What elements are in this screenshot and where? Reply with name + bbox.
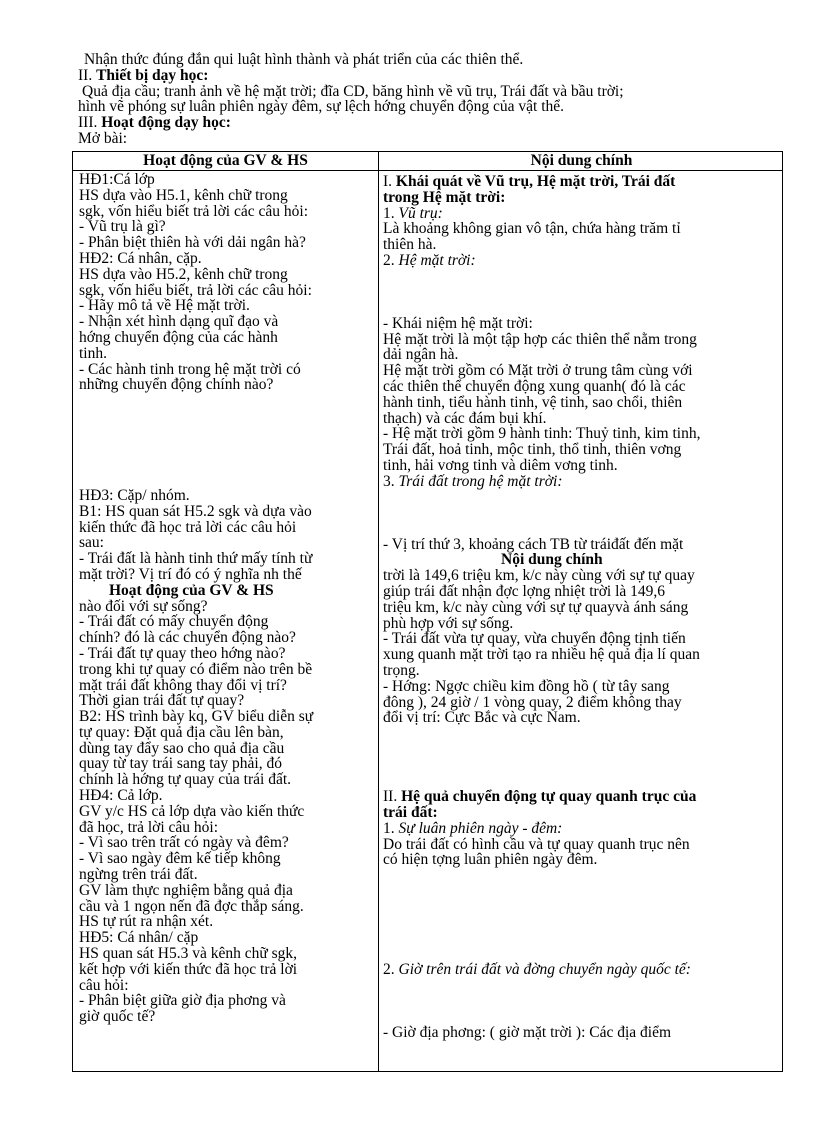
activities-column bbox=[79, 172, 374, 1025]
section-2-heading: II. Thiết bị dạy học: bbox=[78, 66, 209, 84]
activity-line: - Trái đất là hành tinh thứ mấy tính từ bbox=[79, 550, 313, 568]
content-section-1-title: I. Khái quát về Vũ trụ, Hệ mặt trời, Trái đất bbox=[383, 173, 676, 190]
solar-system-line: dải ngân hà. bbox=[383, 346, 459, 364]
content-solar-system-heading: 2. Hệ mặt trời: bbox=[383, 251, 476, 269]
section-3-title: Hoạt động dạy học: bbox=[101, 114, 231, 132]
header-divider bbox=[73, 170, 782, 171]
activity-line bbox=[79, 472, 374, 488]
column-divider bbox=[378, 152, 379, 1071]
content-universe-text-cont: thiên hà. bbox=[383, 236, 437, 254]
activity-line: sau: bbox=[79, 534, 104, 552]
activity-line bbox=[79, 456, 374, 472]
objective-line: Nhận thức đúng đắn qui luật hình thành và phát triển của các thiên thể. bbox=[84, 51, 524, 68]
solar-system-line: Hệ mặt trời là một tập hợp các thiên thể nằm trong bbox=[383, 330, 697, 348]
section-3-heading: III. Hoạt động dạy học: bbox=[78, 114, 231, 132]
intro-label: Mở bài: bbox=[78, 129, 128, 147]
solar-system-line: các thiên thể chuyển động xung quanh( đó là các bbox=[383, 377, 686, 395]
activity-line: B2: HS trình bày kq, GV biểu diễn sự bbox=[79, 708, 314, 726]
earth-line: - Trái đất vừa tự quay, vừa chuyển động tịnh tiến bbox=[383, 630, 686, 648]
earth-line: triệu km, k/c này cùng với sự tự quayvà ánh sáng bbox=[383, 598, 689, 616]
activity-line: trong khi tự quay có điểm nào trên bề bbox=[79, 660, 313, 678]
earth-line: - Hớng: Ngợc chiều kim đồng hồ ( từ tây sang bbox=[383, 677, 670, 695]
activity-line: HĐ2: Cá nhân, cặp. bbox=[79, 249, 202, 267]
solar-system-line: - Khái niệm hệ mặt trời: bbox=[383, 314, 533, 332]
activity-line: HS dựa vào H5.2, kênh chữ trong bbox=[79, 265, 288, 283]
activity-line: - Vì sao trên trất có ngày và đêm? bbox=[79, 834, 289, 852]
activity-line: tinh. bbox=[79, 344, 107, 362]
content-day-night-lines bbox=[383, 837, 779, 869]
earth-line: - Vị trí thứ 3, khoảng cách TB từ tráiđất đến mặt bbox=[383, 535, 684, 553]
solar-system-line: Trái đất, hoả tinh, mộc tinh, thổ tinh, thiên vơng bbox=[383, 441, 682, 459]
activity-line: sgk, vốn hiểu biết, trả lời các câu hỏi: bbox=[79, 281, 312, 299]
activity-line: chính là hớng tự quay của trái đất. bbox=[79, 771, 292, 789]
activity-line: hớng chuyển động của các hành bbox=[79, 328, 278, 346]
activity-line: kết hợp với kiến thức đã học trả lời bbox=[79, 960, 298, 978]
activity-line bbox=[79, 441, 374, 457]
activities-repeat-header: Hoạt động của GV & HS bbox=[109, 581, 274, 599]
activity-line bbox=[79, 393, 374, 409]
content-earth-lines-a bbox=[383, 537, 779, 553]
activity-line: giờ quốc tế? bbox=[79, 1008, 156, 1026]
content-section-2-title: II. Hệ quả chuyển động tự quay quanh trục của bbox=[383, 788, 697, 806]
content-day-night-heading: 1. Sự luân phiên ngày - đêm: bbox=[383, 819, 563, 837]
content-column bbox=[383, 172, 779, 1041]
equipment-line-1: Quả địa cầu; tranh ảnh về hệ mặt trời; đĩa CD, băng hình về vũ trụ, Trái đất và bầu trời; bbox=[82, 82, 624, 100]
activity-line: HS tự rút ra nhận xét. bbox=[79, 913, 214, 931]
lesson-table bbox=[72, 151, 783, 1072]
earth-line: trọng. bbox=[383, 661, 420, 679]
content-solar-system-lines bbox=[383, 316, 779, 474]
content-section-1-title-cont: trong Hệ mặt trời: bbox=[383, 188, 506, 206]
activity-line: nào đối với sự sống? bbox=[79, 597, 208, 615]
activity-line: những chuyển động chính nào? bbox=[79, 376, 274, 394]
content-earth-lines-b bbox=[383, 568, 779, 726]
solar-system-line: hành tinh, tiểu hành tinh, vệ tinh, sao chổi, thiên bbox=[383, 393, 683, 411]
activity-line: sgk, vốn hiểu biết trả lời các câu hỏi: bbox=[79, 202, 309, 220]
activity-line: HĐ4: Cả lớp. bbox=[79, 787, 163, 805]
section-2-title: Thiết bị dạy học: bbox=[96, 66, 209, 84]
content-earth-heading: 3. Trái đất trong hệ mặt trời: bbox=[383, 472, 563, 490]
activity-line: HS quan sát H5.3 và kênh chữ sgk, bbox=[79, 945, 298, 963]
equipment-line-2: hình vẽ phóng sự luân phiên ngày đêm, sự lệch hớng chuyển động của vật thể. bbox=[78, 98, 565, 116]
day-night-line: Do trái đất có hình cầu và tự quay quanh trục nên bbox=[383, 835, 690, 853]
activity-line: HĐ1:Cá lớp bbox=[79, 171, 155, 188]
day-night-line: có hiện tợng luân phiên ngày đêm. bbox=[383, 851, 598, 869]
activity-line: HS dựa vào H5.1, kênh chữ trong bbox=[79, 186, 288, 204]
solar-system-line: tinh, hải vơng tinh và diêm vơng tinh. bbox=[383, 456, 618, 474]
activity-line: HĐ5: Cá nhân/ cặp bbox=[79, 929, 199, 947]
header-activities: Hoạt động của GV & HS bbox=[143, 152, 308, 169]
content-universe-heading: 1. Vũ trụ: bbox=[383, 204, 443, 222]
earth-line: đổi vị trí: Cực Bắc và cực Nam. bbox=[383, 709, 581, 727]
earth-line: giúp trái đất nhận đợc lợng nhiệt trời là 149,6 bbox=[383, 582, 666, 600]
content-universe-text: Là khoảng không gian vô tận, chứa hàng trăm tỉ bbox=[383, 220, 681, 238]
header-main-content: Nội dung chính bbox=[530, 152, 633, 169]
content-repeat-header: Nội dung chính bbox=[501, 551, 603, 569]
solar-system-line: - Hệ mặt trời gồm 9 hành tinh: Thuỷ tinh, kim tinh, bbox=[383, 425, 701, 443]
content-section-2-title-cont: trái đất: bbox=[383, 803, 438, 821]
activity-line: - Phân biệt thiên hà với dải ngân hà? bbox=[79, 234, 306, 252]
solar-system-line: Hệ mặt trời gồm có Mặt trời ở trung tâm cùng với bbox=[383, 362, 693, 380]
activity-line: đã học, trả lời câu hỏi: bbox=[79, 818, 219, 836]
activity-line: - Nhận xét hình dạng quĩ đạo và bbox=[79, 313, 279, 331]
earth-line: phù hợp với sự sống. bbox=[383, 614, 514, 632]
activity-line: B1: HS quan sát H5.2 sgk và dựa vào bbox=[79, 502, 312, 520]
activity-line: - Phân biệt giữa giờ địa phơng và bbox=[79, 992, 286, 1010]
activity-line: dùng tay đẩy sao cho quả địa cầu bbox=[79, 739, 285, 757]
earth-line: xung quanh mặt trời tạo ra nhiều hệ quả địa lí quan bbox=[383, 646, 700, 664]
activity-line: chính? đó là các chuyển động nào? bbox=[79, 629, 296, 647]
activity-line: - Các hành tinh trong hệ mặt trời có bbox=[79, 360, 301, 378]
activity-line: GV y/c HS cả lớp dựa vào kiến thức bbox=[79, 802, 305, 820]
activity-line: - Trái đất tự quay theo hớng nào? bbox=[79, 644, 286, 662]
activity-line: tự quay: Đặt quả địa cầu lên bàn, bbox=[79, 723, 284, 741]
intro-section bbox=[78, 52, 778, 147]
activity-line: quay từ tay trái sang tay phải, đó bbox=[79, 755, 282, 773]
activity-line: cầu và 1 ngọn nến đã đợc thắp sáng. bbox=[79, 897, 304, 915]
content-time-heading: 2. Giờ trên trái đất và đờng chuyển ngày quốc tế: bbox=[383, 961, 691, 979]
solar-system-line: thạch) và các đám bụi khí. bbox=[383, 409, 547, 427]
activity-line: mặt trời? Vị trí đó có ý nghĩa nh thế bbox=[79, 565, 302, 583]
activity-line: - Trái đất có mấy chuyển động bbox=[79, 613, 269, 631]
activity-line: câu hỏi: bbox=[79, 976, 129, 994]
activity-line: - Vì sao ngày đêm kế tiếp không bbox=[79, 850, 281, 868]
activity-line: GV làm thực nghiệm bằng quả địa bbox=[79, 881, 293, 899]
earth-line: đông ), 24 giờ / 1 vòng quay, 2 điểm không thay bbox=[383, 693, 682, 711]
activity-line bbox=[79, 409, 374, 425]
activity-line: mặt trái đất không thay đổi vị trí? bbox=[79, 676, 287, 694]
activity-line bbox=[79, 425, 374, 441]
activity-line: ngừng trên trái đất. bbox=[79, 866, 198, 884]
activity-line: HĐ3: Cặp/ nhóm. bbox=[79, 486, 190, 504]
activity-line: - Hãy mô tả về Hệ mặt trời. bbox=[79, 297, 250, 315]
activity-line: - Vũ trụ là gì? bbox=[79, 218, 166, 236]
activity-line: Thời gian trái đất tự quay? bbox=[79, 692, 245, 710]
activity-line: kiến thức đã học trả lời các câu hỏi bbox=[79, 518, 297, 536]
content-local-time-line: - Giờ địa phơng: ( giờ mặt trời ): Các địa điểm bbox=[383, 1023, 672, 1041]
earth-line: trời là 149,6 triệu km, k/c này cùng với sự tự quay bbox=[383, 567, 695, 585]
